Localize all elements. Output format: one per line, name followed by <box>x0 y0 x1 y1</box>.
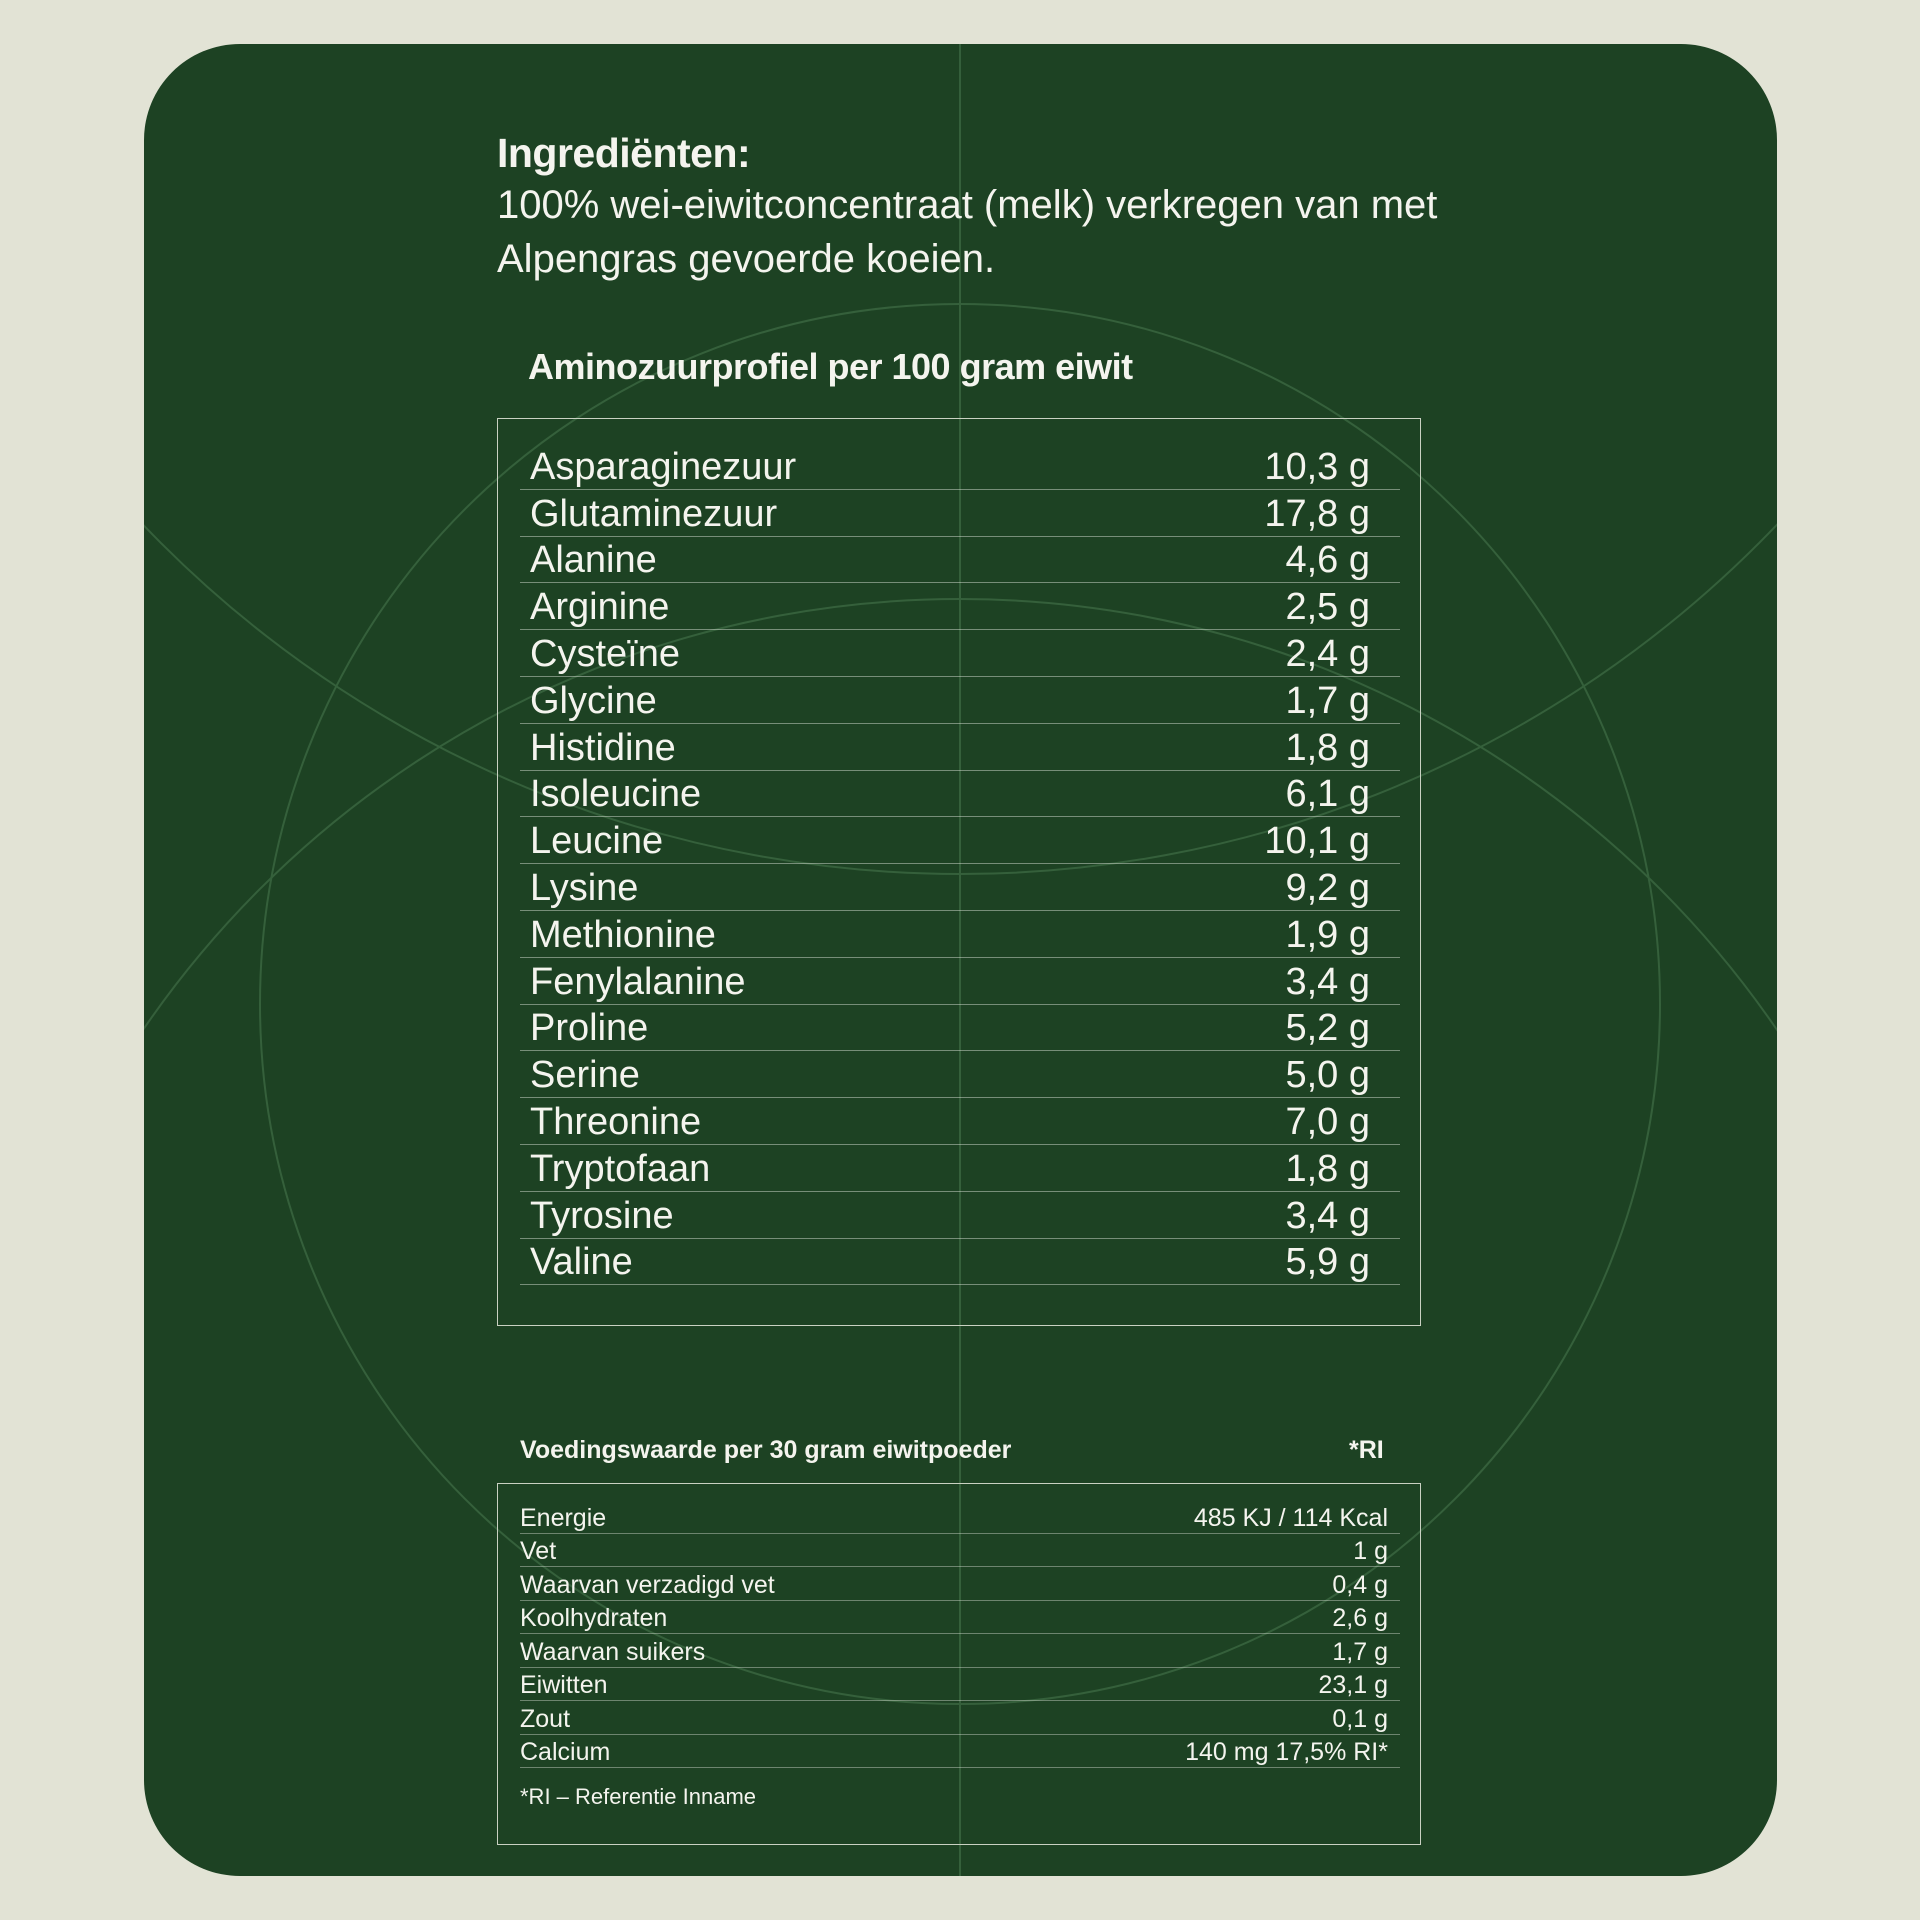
table-row <box>520 1534 1400 1568</box>
ingredients-heading: Ingrediënten: <box>497 130 751 176</box>
row-value: 23,1 g <box>1318 1671 1388 1699</box>
row-label: Methionine <box>530 913 716 956</box>
table-row <box>520 1668 1400 1702</box>
row-label: Tyrosine <box>530 1194 674 1237</box>
table-row <box>520 958 1400 1005</box>
row-value: 5,2 g <box>1285 1007 1370 1050</box>
row-value: 17,8 g <box>1264 492 1370 535</box>
table-row <box>520 1634 1400 1668</box>
row-label: Leucine <box>530 820 664 863</box>
ri-footnote: *RI – Referentie Inname <box>520 1784 757 1809</box>
row-value: 2,4 g <box>1285 632 1370 675</box>
row-label: Fenylalanine <box>530 960 746 1003</box>
row-value: 5,0 g <box>1285 1054 1370 1097</box>
amino-profile-heading: Aminozuurprofiel per 100 gram eiwit <box>528 346 1133 387</box>
row-value: 485 KJ / 114 Kcal <box>1193 1503 1388 1532</box>
row-label: Proline <box>530 1007 649 1050</box>
row-value: 1,9 g <box>1285 913 1370 956</box>
row-label: Waarvan verzadigd vet <box>520 1570 775 1599</box>
table-row <box>520 911 1400 958</box>
table-row <box>520 1601 1400 1635</box>
row-value: 2,6 g <box>1332 1604 1388 1632</box>
row-label: Glycine <box>530 679 657 722</box>
row-value: 6,1 g <box>1285 773 1370 816</box>
row-value: 0,4 g <box>1332 1570 1388 1599</box>
row-value: 1,7 g <box>1285 679 1370 722</box>
row-label: Vet <box>520 1537 557 1565</box>
row-label: Isoleucine <box>530 773 702 816</box>
table-row <box>520 1145 1400 1192</box>
table-row <box>520 724 1400 771</box>
row-label: Zout <box>520 1704 571 1733</box>
row-label: Arginine <box>530 586 670 629</box>
row-label: Lysine <box>530 866 639 909</box>
row-value: 1,7 g <box>1332 1637 1388 1666</box>
table-row <box>520 771 1400 818</box>
row-value: 10,3 g <box>1264 445 1370 488</box>
table-row <box>520 583 1400 630</box>
row-value: 4,6 g <box>1285 539 1370 582</box>
table-row <box>520 630 1400 677</box>
table-row <box>520 1239 1400 1286</box>
ri-label: *RI <box>1349 1436 1384 1464</box>
ingredients-text: 100% wei-eiwitconcentraat (melk) verkregen van met Alpengras gevoerde koeien. <box>497 183 1438 281</box>
row-label: Alanine <box>530 539 657 582</box>
row-label: Eiwitten <box>520 1671 608 1699</box>
info-panel <box>144 44 1777 1876</box>
table-row <box>520 1500 1400 1534</box>
row-value: 3,4 g <box>1285 960 1370 1003</box>
row-value: 10,1 g <box>1264 820 1370 863</box>
row-value: 0,1 g <box>1332 1704 1388 1733</box>
row-value: 3,4 g <box>1285 1194 1370 1237</box>
row-label: Waarvan suikers <box>520 1637 706 1666</box>
row-value: 140 mg 17,5% RI* <box>1185 1738 1388 1766</box>
table-row <box>520 677 1400 724</box>
row-label: Serine <box>530 1054 640 1097</box>
table-row <box>520 1051 1400 1098</box>
table-row <box>520 1005 1400 1052</box>
table-row <box>520 443 1400 490</box>
row-label: Valine <box>530 1241 633 1284</box>
table-row <box>520 537 1400 584</box>
row-value: 5,9 g <box>1285 1241 1370 1284</box>
nutrition-list <box>520 1500 1400 1768</box>
nutrition-table <box>497 1483 1421 1845</box>
table-row <box>520 1701 1400 1735</box>
table-row <box>520 490 1400 537</box>
row-label: Cysteïne <box>530 632 680 675</box>
row-value: 1,8 g <box>1285 726 1370 769</box>
row-value: 7,0 g <box>1285 1100 1370 1143</box>
table-row <box>520 1735 1400 1769</box>
row-label: Glutaminezuur <box>530 492 778 535</box>
row-label: Calcium <box>520 1738 611 1766</box>
row-value: 9,2 g <box>1285 866 1370 909</box>
table-row <box>520 1098 1400 1145</box>
row-label: Asparaginezuur <box>530 445 797 488</box>
row-value: 1 g <box>1353 1537 1388 1565</box>
row-value: 1,8 g <box>1285 1147 1370 1190</box>
table-row <box>520 1192 1400 1239</box>
table-row <box>520 1567 1400 1601</box>
amino-list <box>520 443 1400 1285</box>
nutrition-heading: Voedingswaarde per 30 gram eiwitpoeder <box>520 1436 1012 1464</box>
row-label: Histidine <box>530 726 676 769</box>
row-value: 2,5 g <box>1285 586 1370 629</box>
row-label: Koolhydraten <box>520 1604 668 1632</box>
amino-profile-table <box>497 418 1421 1326</box>
row-label: Tryptofaan <box>530 1147 711 1190</box>
row-label: Threonine <box>530 1100 702 1143</box>
row-label: Energie <box>520 1503 607 1532</box>
table-row <box>520 864 1400 911</box>
table-row <box>520 817 1400 864</box>
